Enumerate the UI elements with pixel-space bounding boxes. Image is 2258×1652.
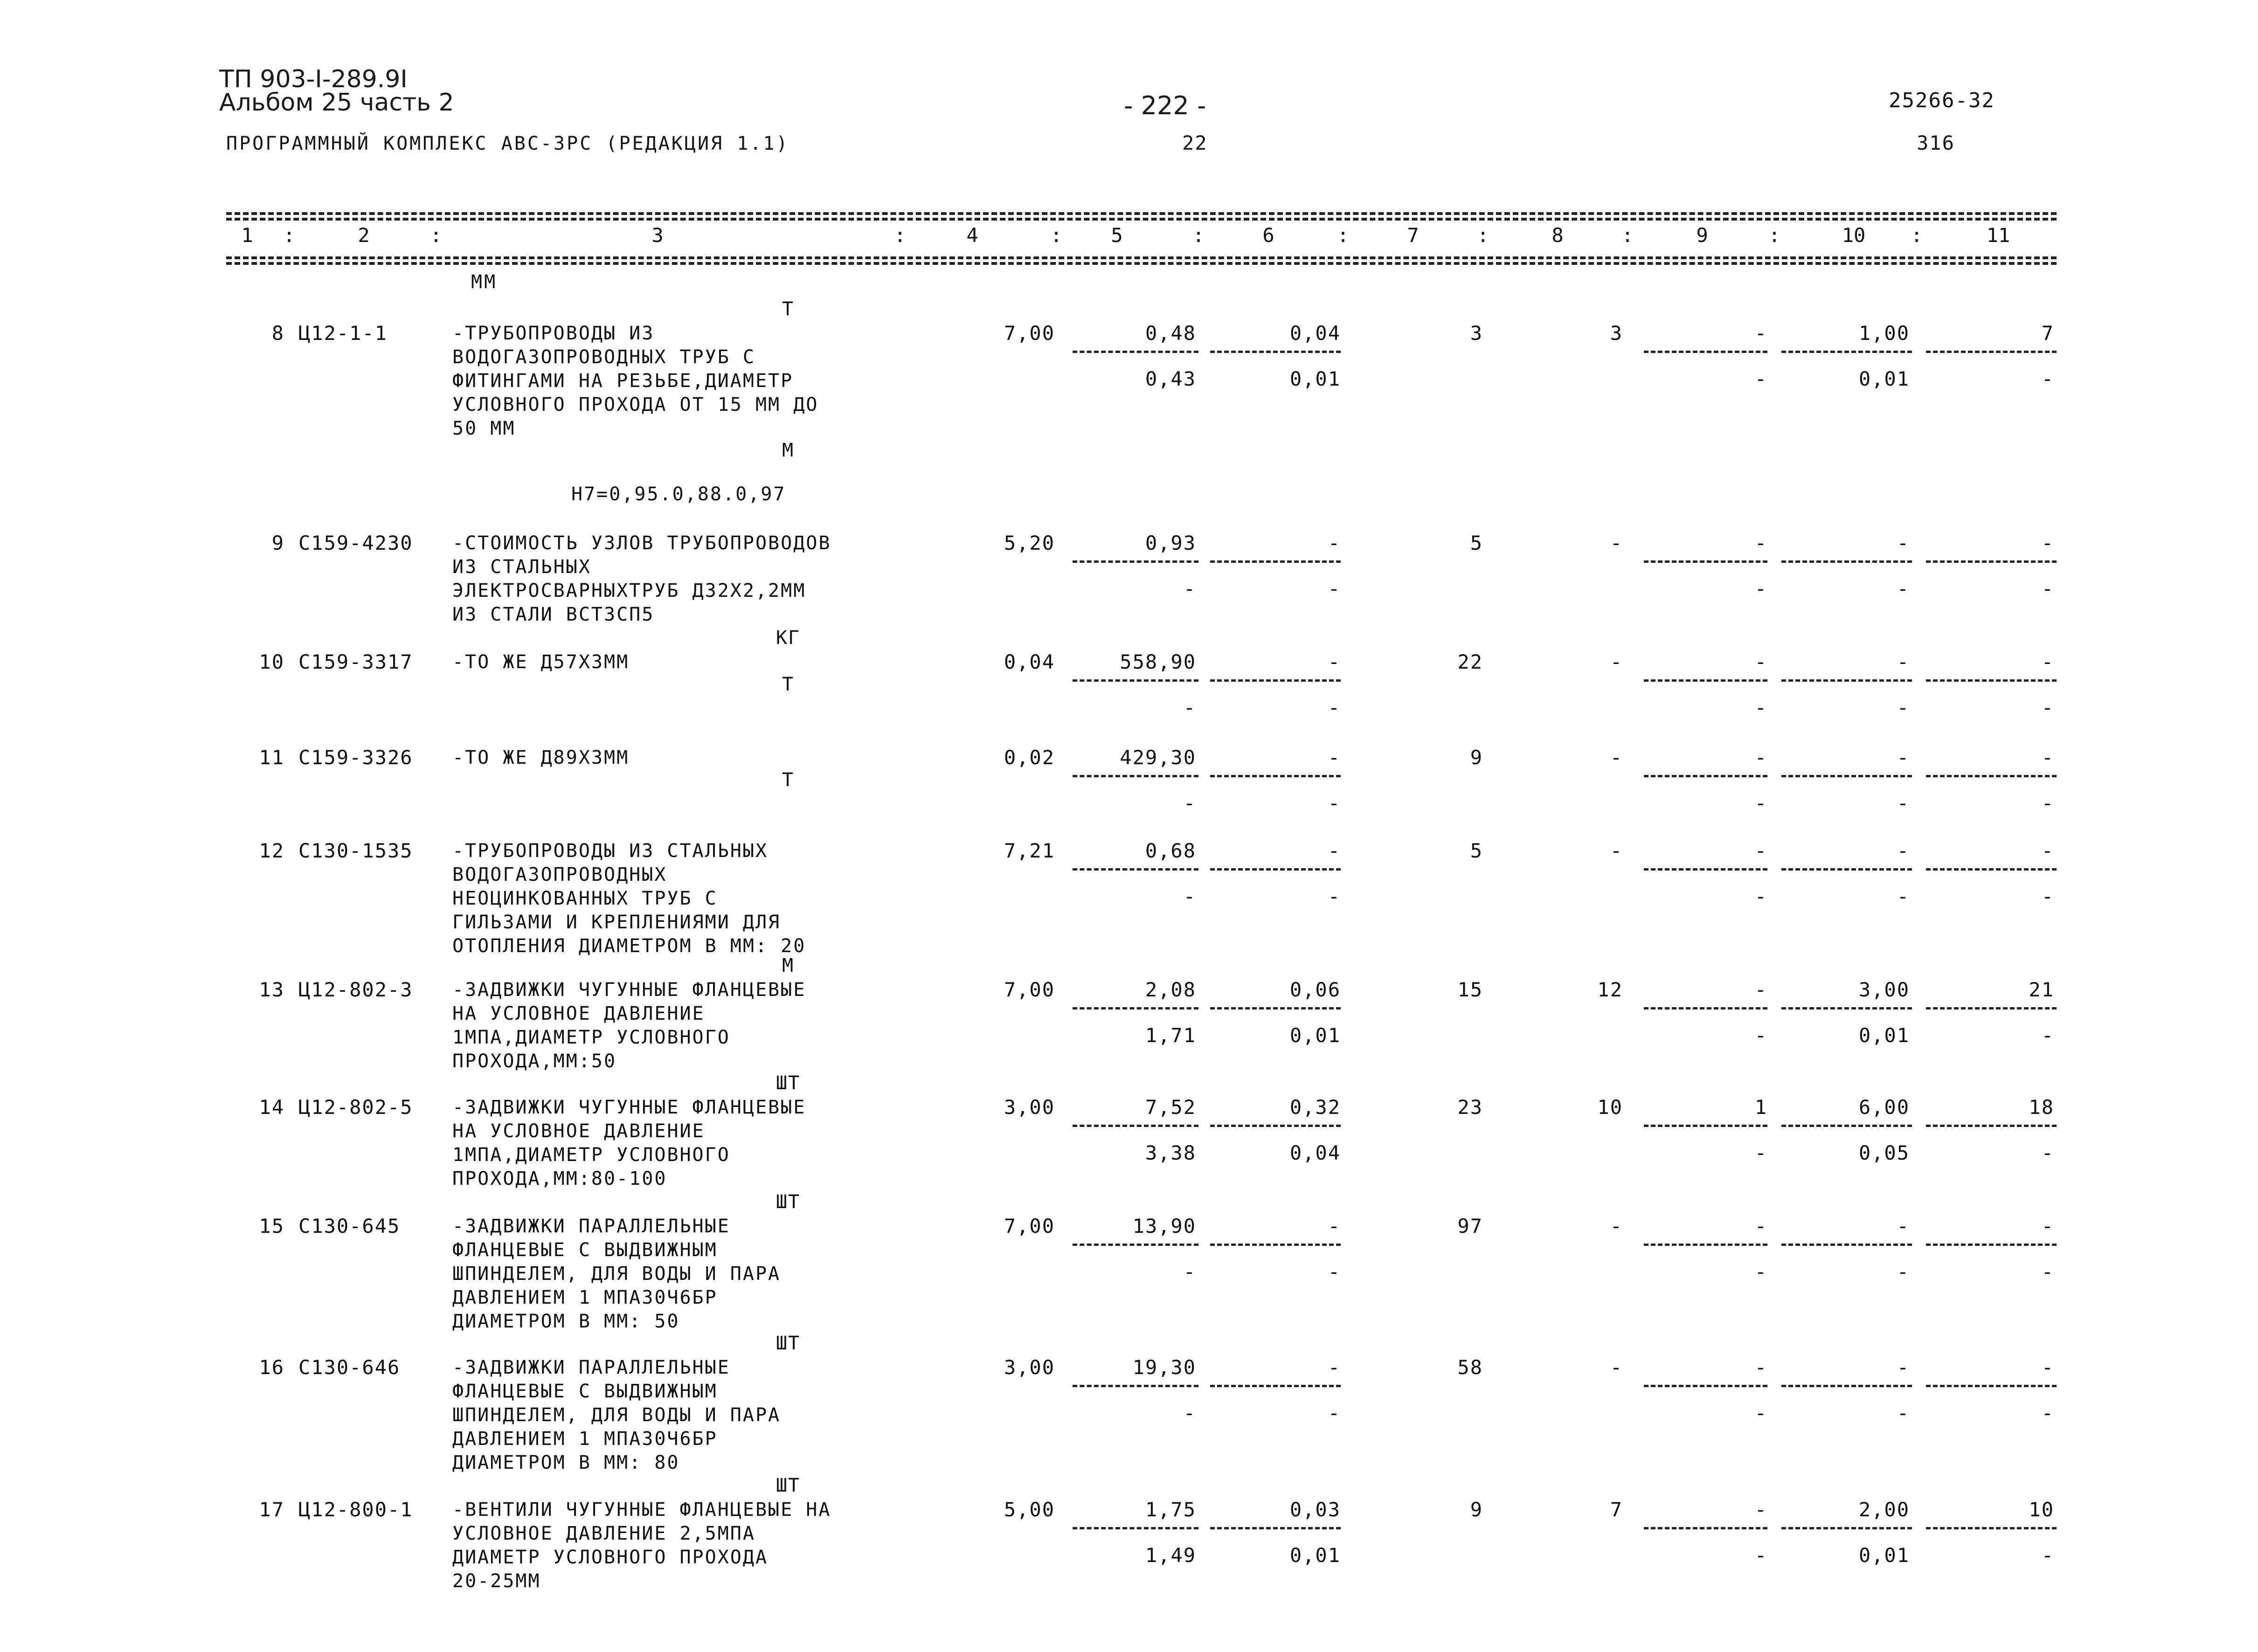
unit-label: ШТ [776,1333,801,1354]
row-number: 16 [259,1356,284,1379]
value-col-8: 7 [1610,1498,1623,1521]
sheet-total: 316 [1917,131,1955,154]
row-number: 8 [271,322,284,345]
subtotal-separator [1073,1007,1198,1009]
subvalue-col-6: - [1328,885,1341,908]
column-header-colon: : [1621,224,1634,247]
subvalue-col-9: - [1754,577,1767,600]
row-number: 11 [259,746,284,769]
value-col-11: 21 [2029,978,2054,1001]
subtotal-separator [1781,351,1912,353]
subtotal-separator [1644,1244,1767,1246]
value-col-7: 15 [1457,978,1483,1001]
value-col-5: 2,08 [1145,978,1196,1001]
work-description-line: ПРОХОДА,ММ:50 [452,1051,617,1072]
subvalue-col-9: - [1754,1402,1767,1424]
value-col-8: - [1610,650,1623,673]
value-col-11: - [2041,1215,2054,1237]
value-col-6: - [1328,1356,1341,1379]
value-col-10: 2,00 [1858,1498,1910,1521]
unit-label: Т [782,298,795,320]
subvalue-col-9: - [1754,696,1767,719]
value-col-9: - [1754,532,1767,554]
lead-unit: ММ [471,271,498,293]
value-col-5: 558,90 [1120,650,1196,673]
work-description-line: ФЛАНЦЕВЫЕ С ВЫДВИЖНЫМ [452,1239,718,1261]
row-number: 12 [259,839,284,862]
value-col-9: - [1754,746,1767,769]
subvalue-col-5: - [1183,885,1196,908]
subtotal-separator [1926,1125,2057,1127]
subvalue-col-11: - [2041,577,2054,600]
subvalue-col-9: - [1754,367,1767,390]
subvalue-col-6: - [1328,1260,1341,1283]
subvalue-col-5: - [1183,1260,1196,1283]
work-description-line: ФЛАНЦЕВЫЕ С ВЫДВИЖНЫМ [452,1381,718,1402]
work-description-line: -ТО ЖЕ Д57Х3ММ [452,651,630,673]
work-description-line: ДИАМЕТРОМ В ММ: 80 [452,1452,680,1473]
value-col-6: 0,03 [1289,1498,1341,1521]
value-col-4: 0,04 [1004,650,1055,673]
subtotal-separator [1073,679,1198,682]
value-col-9: - [1754,1215,1767,1237]
row-number: 15 [259,1215,284,1237]
value-col-5: 19,30 [1132,1356,1196,1379]
value-col-5: 13,90 [1132,1215,1196,1237]
column-header-7: 7 [1407,224,1419,247]
value-col-6: - [1328,532,1341,554]
sheet-number: 22 [1182,131,1208,154]
value-col-9: - [1754,650,1767,673]
rate-code: Ц12-1-1 [298,322,388,345]
subtotal-separator [1781,1125,1912,1127]
work-description-line: НА УСЛОВНОЕ ДАВЛЕНИЕ [452,1120,705,1142]
unit-label: М [782,440,795,461]
value-col-10: - [1897,1356,1910,1379]
subtotal-separator [1781,1527,1912,1529]
subtotal-separator [1781,1385,1912,1387]
subvalue-col-11: - [2041,792,2054,815]
subtotal-separator [1210,351,1341,353]
row-number: 17 [259,1498,284,1521]
subtotal-separator [1073,775,1198,777]
work-description-line: ИЗ СТАЛИ ВСТ3СП5 [452,604,655,625]
album-label: Альбом 25 часть 2 [219,89,454,117]
value-col-5: 1,75 [1145,1498,1196,1521]
subvalue-col-10: - [1897,1260,1910,1283]
value-col-7: 58 [1457,1356,1483,1379]
subvalue-col-11: - [2041,1402,2054,1424]
value-col-5: 429,30 [1120,746,1196,769]
work-description-line: ДАВЛЕНИЕМ 1 МПА30Ч6БР [452,1287,718,1308]
value-col-8: - [1610,1215,1623,1237]
unit-label: Т [782,769,795,791]
unit-label: Т [782,674,795,695]
rate-code: С130-645 [298,1215,401,1237]
work-description-line: ДАВЛЕНИЕМ 1 МПА30Ч6БР [452,1428,718,1450]
column-header-10: 10 [1842,224,1866,247]
value-col-8: - [1610,839,1623,862]
subvalue-col-5: - [1183,1402,1196,1424]
value-col-10: 6,00 [1858,1096,1910,1119]
subtotal-separator [1644,868,1767,871]
rate-code: С130-646 [298,1356,401,1379]
column-header-colon: : [1050,224,1062,247]
subvalue-col-11: - [2041,367,2054,390]
coefficient-formula: Н7=0,95.0,88.0,97 [571,484,786,505]
subtotal-separator [1926,1007,2057,1009]
value-col-7: 9 [1470,1498,1483,1521]
work-description-line: -СТОИМОСТЬ УЗЛОВ ТРУБОПРОВОДОВ [452,532,831,554]
subvalue-col-6: 0,01 [1289,1544,1341,1567]
value-col-10: - [1897,532,1910,554]
subtotal-separator [1781,560,1912,563]
value-col-11: 7 [2041,322,2054,345]
value-col-5: 0,68 [1145,839,1196,862]
column-header-2: 2 [358,224,370,247]
subtotal-separator [1210,1527,1341,1529]
column-header-colon: : [1192,224,1205,247]
subtotal-separator [1644,1527,1767,1529]
subtotal-separator [1926,868,2057,871]
work-description-line: -ТРУБОПРОВОДЫ ИЗ [452,323,655,344]
subtotal-separator [1073,1125,1198,1127]
value-col-7: 3 [1470,322,1483,345]
subtotal-separator [1073,351,1198,353]
value-col-11: - [2041,532,2054,554]
value-col-11: - [2041,839,2054,862]
value-col-9: - [1754,1498,1767,1521]
work-description-line: -ТО ЖЕ Д89Х3ММ [452,747,630,768]
work-description-line: 50 ММ [452,418,516,439]
subvalue-col-10: 0,01 [1858,367,1910,390]
unit-label: ШТ [776,1191,801,1213]
column-header-11: 11 [1986,224,2010,247]
value-col-7: 9 [1470,746,1483,769]
document-code: 25266-32 [1889,89,1995,112]
value-col-11: 18 [2029,1096,2054,1119]
subtotal-separator [1926,560,2057,563]
subtotal-separator [1073,868,1198,871]
subtotal-separator [1210,868,1341,871]
subvalue-col-10: - [1897,792,1910,815]
subtotal-separator [1073,1385,1198,1387]
value-col-10: - [1897,1215,1910,1237]
subvalue-col-5: - [1183,792,1196,815]
value-col-9: 1 [1754,1096,1767,1119]
subtotal-separator [1210,679,1341,682]
rate-code: С130-1535 [298,839,413,862]
work-description-line: -ЗАДВИЖКИ ЧУГУННЫЕ ФЛАНЦЕВЫЕ [452,979,806,1001]
rate-code: С159-4230 [298,532,413,554]
work-description-line: -ВЕНТИЛИ ЧУГУННЫЕ ФЛАНЦЕВЫЕ НА [452,1499,831,1521]
subvalue-col-9: - [1754,1141,1767,1164]
value-col-8: - [1610,1356,1623,1379]
subvalue-col-6: - [1328,1402,1341,1424]
subvalue-col-11: - [2041,885,2054,908]
work-description-line: ВОДОГАЗОПРОВОДНЫХ [452,864,667,885]
unit-label: ШТ [776,1475,801,1496]
column-header-colon: : [1477,224,1489,247]
work-description-line: 20-25ММ [452,1570,541,1592]
work-description-line: -ЗАДВИЖКИ ПАРАЛЛЕЛЬНЫЕ [452,1357,730,1378]
value-col-7: 97 [1457,1215,1483,1237]
subtotal-separator [1210,560,1341,563]
subvalue-col-9: - [1754,1544,1767,1567]
value-col-10: - [1897,746,1910,769]
subtotal-separator [1644,351,1767,353]
subvalue-col-10: - [1897,577,1910,600]
subvalue-col-6: - [1328,577,1341,600]
value-col-6: 0,04 [1289,322,1341,345]
subtotal-separator [1644,1007,1767,1009]
column-header-5: 5 [1111,224,1123,247]
value-col-6: - [1328,839,1341,862]
value-col-8: 3 [1610,322,1623,345]
work-description-line: 1МПА,ДИАМЕТР УСЛОВНОГО [452,1027,730,1048]
value-col-4: 3,00 [1004,1356,1055,1379]
column-header-colon: : [1911,224,1923,247]
work-description-line: ПРОХОДА,ММ:80-100 [452,1168,667,1189]
work-description-line: ЭЛЕКТРОСВАРНЫХТРУБ Д32Х2,2ММ [452,580,806,601]
row-number: 10 [259,650,284,673]
column-header-colon: : [430,224,442,247]
value-col-4: 3,00 [1004,1096,1055,1119]
value-col-4: 7,00 [1004,322,1055,345]
doc-id: ТП 903-I-289.9I [219,65,408,93]
subvalue-col-5: 3,38 [1145,1141,1196,1164]
subvalue-col-6: - [1328,696,1341,719]
work-description-line: -ТРУБОПРОВОДЫ ИЗ СТАЛЬНЫХ [452,840,769,862]
value-col-5: 7,52 [1145,1096,1196,1119]
value-col-9: - [1754,322,1767,345]
work-description-line: -ЗАДВИЖКИ ЧУГУННЫЕ ФЛАНЦЕВЫЕ [452,1097,806,1118]
value-col-6: - [1328,1215,1341,1237]
subvalue-col-9: - [1754,1024,1767,1047]
value-col-11: - [2041,650,2054,673]
subtotal-separator [1210,1125,1341,1127]
subvalue-col-10: 0,01 [1858,1544,1910,1567]
subtotal-separator [1926,1244,2057,1246]
work-description-line: ФИТИНГАМИ НА РЕЗЬБЕ,ДИАМЕТР [452,370,794,392]
work-description-line: ГИЛЬЗАМИ И КРЕПЛЕНИЯМИ ДЛЯ [452,912,781,933]
column-header-4: 4 [966,224,978,247]
column-header-1: 1 [241,224,253,247]
subvalue-col-9: - [1754,885,1767,908]
subvalue-col-10: 0,01 [1858,1024,1910,1047]
value-col-6: - [1328,650,1341,673]
subvalue-col-10: - [1897,696,1910,719]
column-header-6: 6 [1262,224,1274,247]
subtotal-separator [1210,1385,1341,1387]
value-col-11: 10 [2029,1498,2054,1521]
work-description-line: ДИАМЕТР УСЛОВНОГО ПРОХОДА [452,1547,769,1568]
value-col-7: 5 [1470,532,1483,554]
subvalue-col-10: 0,05 [1858,1141,1910,1164]
value-col-4: 7,00 [1004,978,1055,1001]
page-number: - 222 - [1124,91,1206,120]
value-col-7: 23 [1457,1096,1483,1119]
subvalue-col-10: - [1897,885,1910,908]
value-col-10: 1,00 [1858,322,1910,345]
work-description-line: -ЗАДВИЖКИ ПАРАЛЛЕЛЬНЫЕ [452,1216,730,1237]
value-col-8: - [1610,532,1623,554]
subtotal-separator [1781,679,1912,682]
subvalue-col-6: 0,01 [1289,367,1341,390]
value-col-11: - [2041,746,2054,769]
subvalue-col-9: - [1754,792,1767,815]
subtotal-separator [1926,1385,2057,1387]
value-col-4: 5,00 [1004,1498,1055,1521]
value-col-10: - [1897,650,1910,673]
subvalue-col-5: - [1183,696,1196,719]
subvalue-col-5: 1,49 [1145,1544,1196,1567]
subvalue-col-10: - [1897,1402,1910,1424]
value-col-9: - [1754,978,1767,1001]
subvalue-col-11: - [2041,696,2054,719]
value-col-8: 12 [1597,978,1623,1001]
column-header-9: 9 [1696,224,1708,247]
value-col-4: 0,02 [1004,746,1055,769]
subtotal-separator [1073,560,1198,563]
work-description-line: ДИАМЕТРОМ В ММ: 50 [452,1311,680,1332]
work-description-line: УСЛОВНОЕ ДАВЛЕНИЕ 2,5МПА [452,1523,755,1544]
value-col-5: 0,93 [1145,532,1196,554]
subvalue-col-5: - [1183,577,1196,600]
subtotal-separator [1644,679,1767,682]
subvalue-col-9: - [1754,1260,1767,1283]
subtotal-separator [1926,775,2057,777]
unit-label: КГ [776,627,801,649]
subtotal-separator [1210,1007,1341,1009]
subvalue-col-5: 1,71 [1145,1024,1196,1047]
column-header-colon: : [283,224,295,247]
program-title: ПРОГРАММНЫЙ КОМПЛЕКС АВС-3РС (РЕДАКЦИЯ 1.1) [226,133,790,154]
value-col-10: - [1897,839,1910,862]
value-col-6: 0,06 [1289,978,1341,1001]
column-header-colon: : [894,224,906,247]
subvalue-col-11: - [2041,1024,2054,1047]
value-col-8: - [1610,746,1623,769]
subtotal-separator [1781,1007,1912,1009]
column-header-8: 8 [1552,224,1564,247]
value-col-7: 5 [1470,839,1483,862]
value-col-5: 0,48 [1145,322,1196,345]
subvalue-col-6: 0,01 [1289,1024,1341,1047]
rate-code: С159-3326 [298,746,413,769]
value-col-4: 5,20 [1004,532,1055,554]
subtotal-separator [1644,1125,1767,1127]
subtotal-separator [1644,1385,1767,1387]
rate-code: С159-3317 [298,650,413,673]
subtotal-separator [1781,775,1912,777]
work-description-line: 1МПА,ДИАМЕТР УСЛОВНОГО [452,1144,730,1166]
subtotal-separator [1781,1244,1912,1246]
value-col-10: 3,00 [1858,978,1910,1001]
subtotal-separator [1926,1527,2057,1529]
subtotal-separator [1926,679,2057,682]
subtotal-separator [1644,775,1767,777]
work-description-line: ИЗ СТАЛЬНЫХ [452,556,591,578]
value-col-6: - [1328,746,1341,769]
unit-label: ШТ [776,1072,801,1094]
work-description-line: ШПИНДЕЛЕМ, ДЛЯ ВОДЫ И ПАРА [452,1263,781,1285]
value-col-6: 0,32 [1289,1096,1341,1119]
value-col-7: 22 [1457,650,1483,673]
work-description-line: ВОДОГАЗОПРОВОДНЫХ ТРУБ С [452,346,755,368]
rate-code: Ц12-800-1 [298,1498,413,1521]
subvalue-col-11: - [2041,1260,2054,1283]
subvalue-col-5: 0,43 [1145,367,1196,390]
subvalue-col-11: - [2041,1544,2054,1567]
subvalue-col-11: - [2041,1141,2054,1164]
subvalue-col-6: 0,04 [1289,1141,1341,1164]
value-col-9: - [1754,839,1767,862]
subtotal-separator [1073,1527,1198,1529]
column-header-colon: : [1768,224,1780,247]
subvalue-col-6: - [1328,792,1341,815]
subtotal-separator [1210,1244,1341,1246]
value-col-8: 10 [1597,1096,1623,1119]
subtotal-separator [1210,775,1341,777]
row-number: 9 [271,532,284,554]
work-description-line: УСЛОВНОГО ПРОХОДА ОТ 15 ММ ДО [452,394,819,415]
work-description-line: НА УСЛОВНОЕ ДАВЛЕНИЕ [452,1003,705,1024]
work-description-line: ОТОПЛЕНИЯ ДИАМЕТРОМ В ММ: 20 [452,935,806,957]
value-col-9: - [1754,1356,1767,1379]
work-description-line: ШПИНДЕЛЕМ, ДЛЯ ВОДЫ И ПАРА [452,1404,781,1426]
column-header-colon: : [1337,224,1349,247]
work-description-line: НЕОЦИНКОВАННЫХ ТРУБ С [452,888,718,909]
value-col-11: - [2041,1356,2054,1379]
subtotal-separator [1781,868,1912,871]
rate-code: Ц12-802-5 [298,1096,413,1119]
unit-label: М [782,955,795,976]
rate-code: Ц12-802-3 [298,978,413,1001]
subtotal-separator [1644,560,1767,563]
row-number: 13 [259,978,284,1001]
value-col-4: 7,21 [1004,839,1055,862]
subtotal-separator [1073,1244,1198,1246]
subtotal-separator [1926,351,2057,353]
value-col-4: 7,00 [1004,1215,1055,1237]
column-header-3: 3 [651,224,664,247]
row-number: 14 [259,1096,284,1119]
